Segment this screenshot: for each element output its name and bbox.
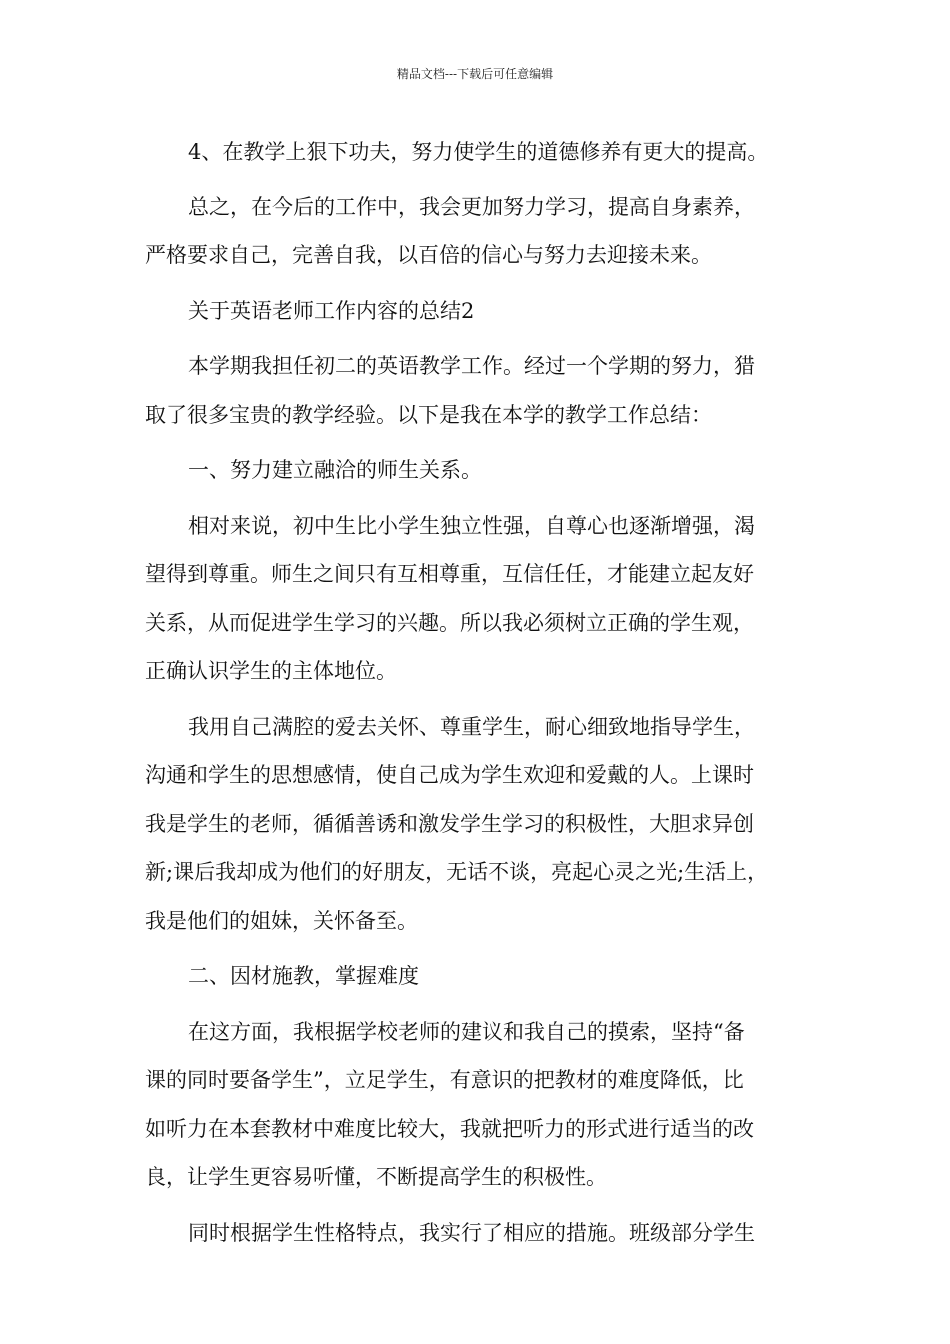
paragraph-line: 本学期我担任初二的英语教学工作。经过一个学期的努力，猎 [188,354,755,378]
paragraph-line: 如听力在本套教材中难度比较大，我就把听力的形式进行适当的改 [145,1116,754,1141]
paragraph-line: 严格要求自己，完善自我，以百倍的信心与努力去迎接未来。 [145,243,712,267]
paragraph-line: 我用自己满腔的爱去关怀、尊重学生，耐心细致地指导学生， [188,714,755,739]
paragraph-line: 新;课后我却成为他们的好朋友，无话不谈，亮起心灵之光;生活上， [145,860,769,884]
section-title: 关于英语老师工作内容的总结2 [188,298,475,323]
paragraph-line: 总之，在今后的工作中，我会更加努力学习，提高自身素养， [188,194,755,219]
paragraph-line: 在这方面，我根据学校老师的建议和我自己的摸索，坚持“备 [188,1019,745,1044]
document-body [145,128,813,1257]
section-heading: 一、努力建立融洽的师生关系。 [188,458,482,482]
paragraph-line: 相对来说，初中生比小学生独立性强，自尊心也逐渐增强，渴 [188,513,755,538]
paragraph-line: 取了很多宝贵的教学经验。以下是我在本学的教学工作总结： [145,402,712,427]
paragraph-line: 沟通和学生的思想感情，使自己成为学生欢迎和爱戴的人。上课时 [145,763,754,787]
paragraph-line: 关系，从而促进学生学习的兴趣。所以我必须树立正确的学生观， [145,610,754,635]
paragraph-line: 望得到尊重。师生之间只有互相尊重，互信任任，才能建立起友好 [145,562,754,586]
paragraph-line: 正确认识学生的主体地位。 [145,659,397,683]
paragraph-line: 同时根据学生性格特点，我实行了相应的措施。班级部分学生 [188,1220,755,1245]
paragraph-line: 我是学生的老师，循循善诱和激发学生学习的积极性，大胆求异创 [145,811,754,836]
page-header: 精品文档---下载后可任意编辑 [396,67,554,81]
paragraph-line: 4、在教学上狠下功夫，努力使学生的道德修养有更大的提高。 [188,140,769,164]
paragraph-line: 我是他们的姐妹，关怀备至。 [145,908,418,933]
paragraph-line: 良，让学生更容易听懂，不断提高学生的积极性。 [145,1165,607,1189]
paragraph-line: 课的同时要备学生”，立足学生，有意识的把教材的难度降低，比 [145,1068,744,1092]
section-heading: 二、因材施教，掌握难度 [188,964,419,988]
